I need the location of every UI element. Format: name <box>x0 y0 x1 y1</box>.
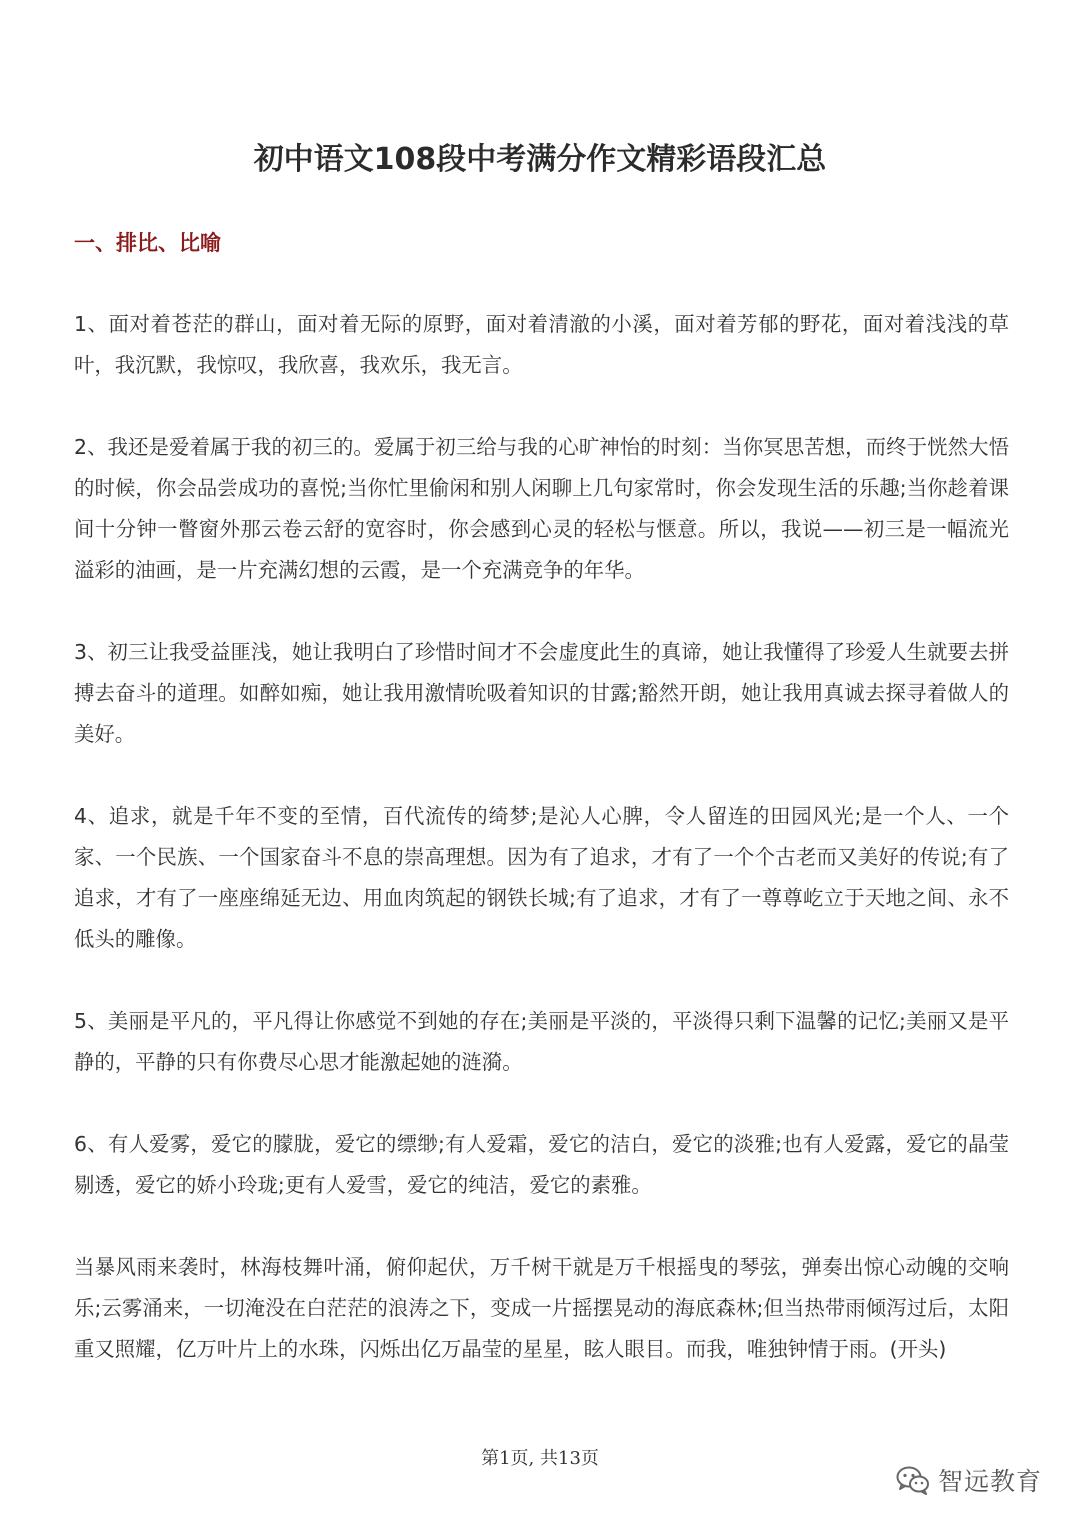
page-number: 第1页, 共13页 <box>481 1448 599 1469</box>
paragraph-4: 4、追求，就是千年不变的至情，百代流传的绮梦;是沁人心脾，令人留连的田园风光;是一个人、一个家、一个民族、一个国家奋斗不息的崇高理想。因为有了追求，才有了一个个古老而又美好的传说;有了追求，才有了一座座绵延无边、用血肉筑起的钢铁长城;有了追求，才有了一尊尊屹立于天地之间、永不低头的雕像。 <box>74 804 1009 951</box>
paragraph-7: 当暴风雨来袭时，林海枝舞叶涌，俯仰起伏，万千树干就是万千根摇曳的琴弦，弹奏出惊心动魄的交响乐;云雾涌来，一切淹没在白茫茫的浪涛之下，变成一片摇摆晃动的海底森林;但当热带雨倾泻过后，太阳重又照耀，亿万叶片上的水珠，闪烁出亿万晶莹的星星，眩人眼目。而我，唯独钟情于雨。(开头) <box>74 1255 1009 1361</box>
document-title: 初中语文108段中考满分作文精彩语段汇总 <box>253 142 827 177</box>
watermark <box>896 1458 1042 1502</box>
paragraph-5: 5、美丽是平凡的，平凡得让你感觉不到她的存在;美丽是平淡的，平淡得只剩下温馨的记忆;美丽又是平静的，平静的只有你费尽心思才能激起她的涟漪。 <box>74 1009 1009 1074</box>
paragraph-3: 3、初三让我受益匪浅，她让我明白了珍惜时间才不会虚度此生的真谛，她让我懂得了珍爱人生就要去拼搏去奋斗的道理。如醉如痴，她让我用激情吮吸着知识的甘露;豁然开朗，她让我用真诚去探寻着做人的美好。 <box>74 640 1009 746</box>
section-heading: 一、排比、比喻 <box>74 231 221 255</box>
wechat-icon <box>896 1465 930 1495</box>
paragraph-1: 1、面对着苍茫的群山，面对着无际的原野，面对着清澈的小溪，面对着芳郁的野花，面对着浅浅的草叶，我沉默，我惊叹，我欣喜，我欢乐，我无言。 <box>74 312 1009 377</box>
watermark-text: 智远教育 <box>938 1467 1043 1496</box>
paragraph-6: 6、有人爱雾，爱它的朦胧，爱它的缥缈;有人爱霜，爱它的洁白，爱它的淡雅;也有人爱露，爱它的晶莹剔透，爱它的娇小玲珑;更有人爱雪，爱它的纯洁，爱它的素雅。 <box>74 1132 1009 1197</box>
paragraph-2: 2、我还是爱着属于我的初三的。爱属于初三给与我的心旷神怡的时刻：当你冥思苦想，而终于恍然大悟的时候，你会品尝成功的喜悦;当你忙里偷闲和别人闲聊上几句家常时，你会发现生活的乐趣;当你趁着课间十分钟一瞥窗外那云卷云舒的宽容时，你会感到心灵的轻松与惬意。所以，我说——初三是一幅流光溢彩的油画，是一片充满幻想的云霞，是一个充满竞争的年华。 <box>74 435 1009 582</box>
document-body <box>74 304 1009 1411</box>
